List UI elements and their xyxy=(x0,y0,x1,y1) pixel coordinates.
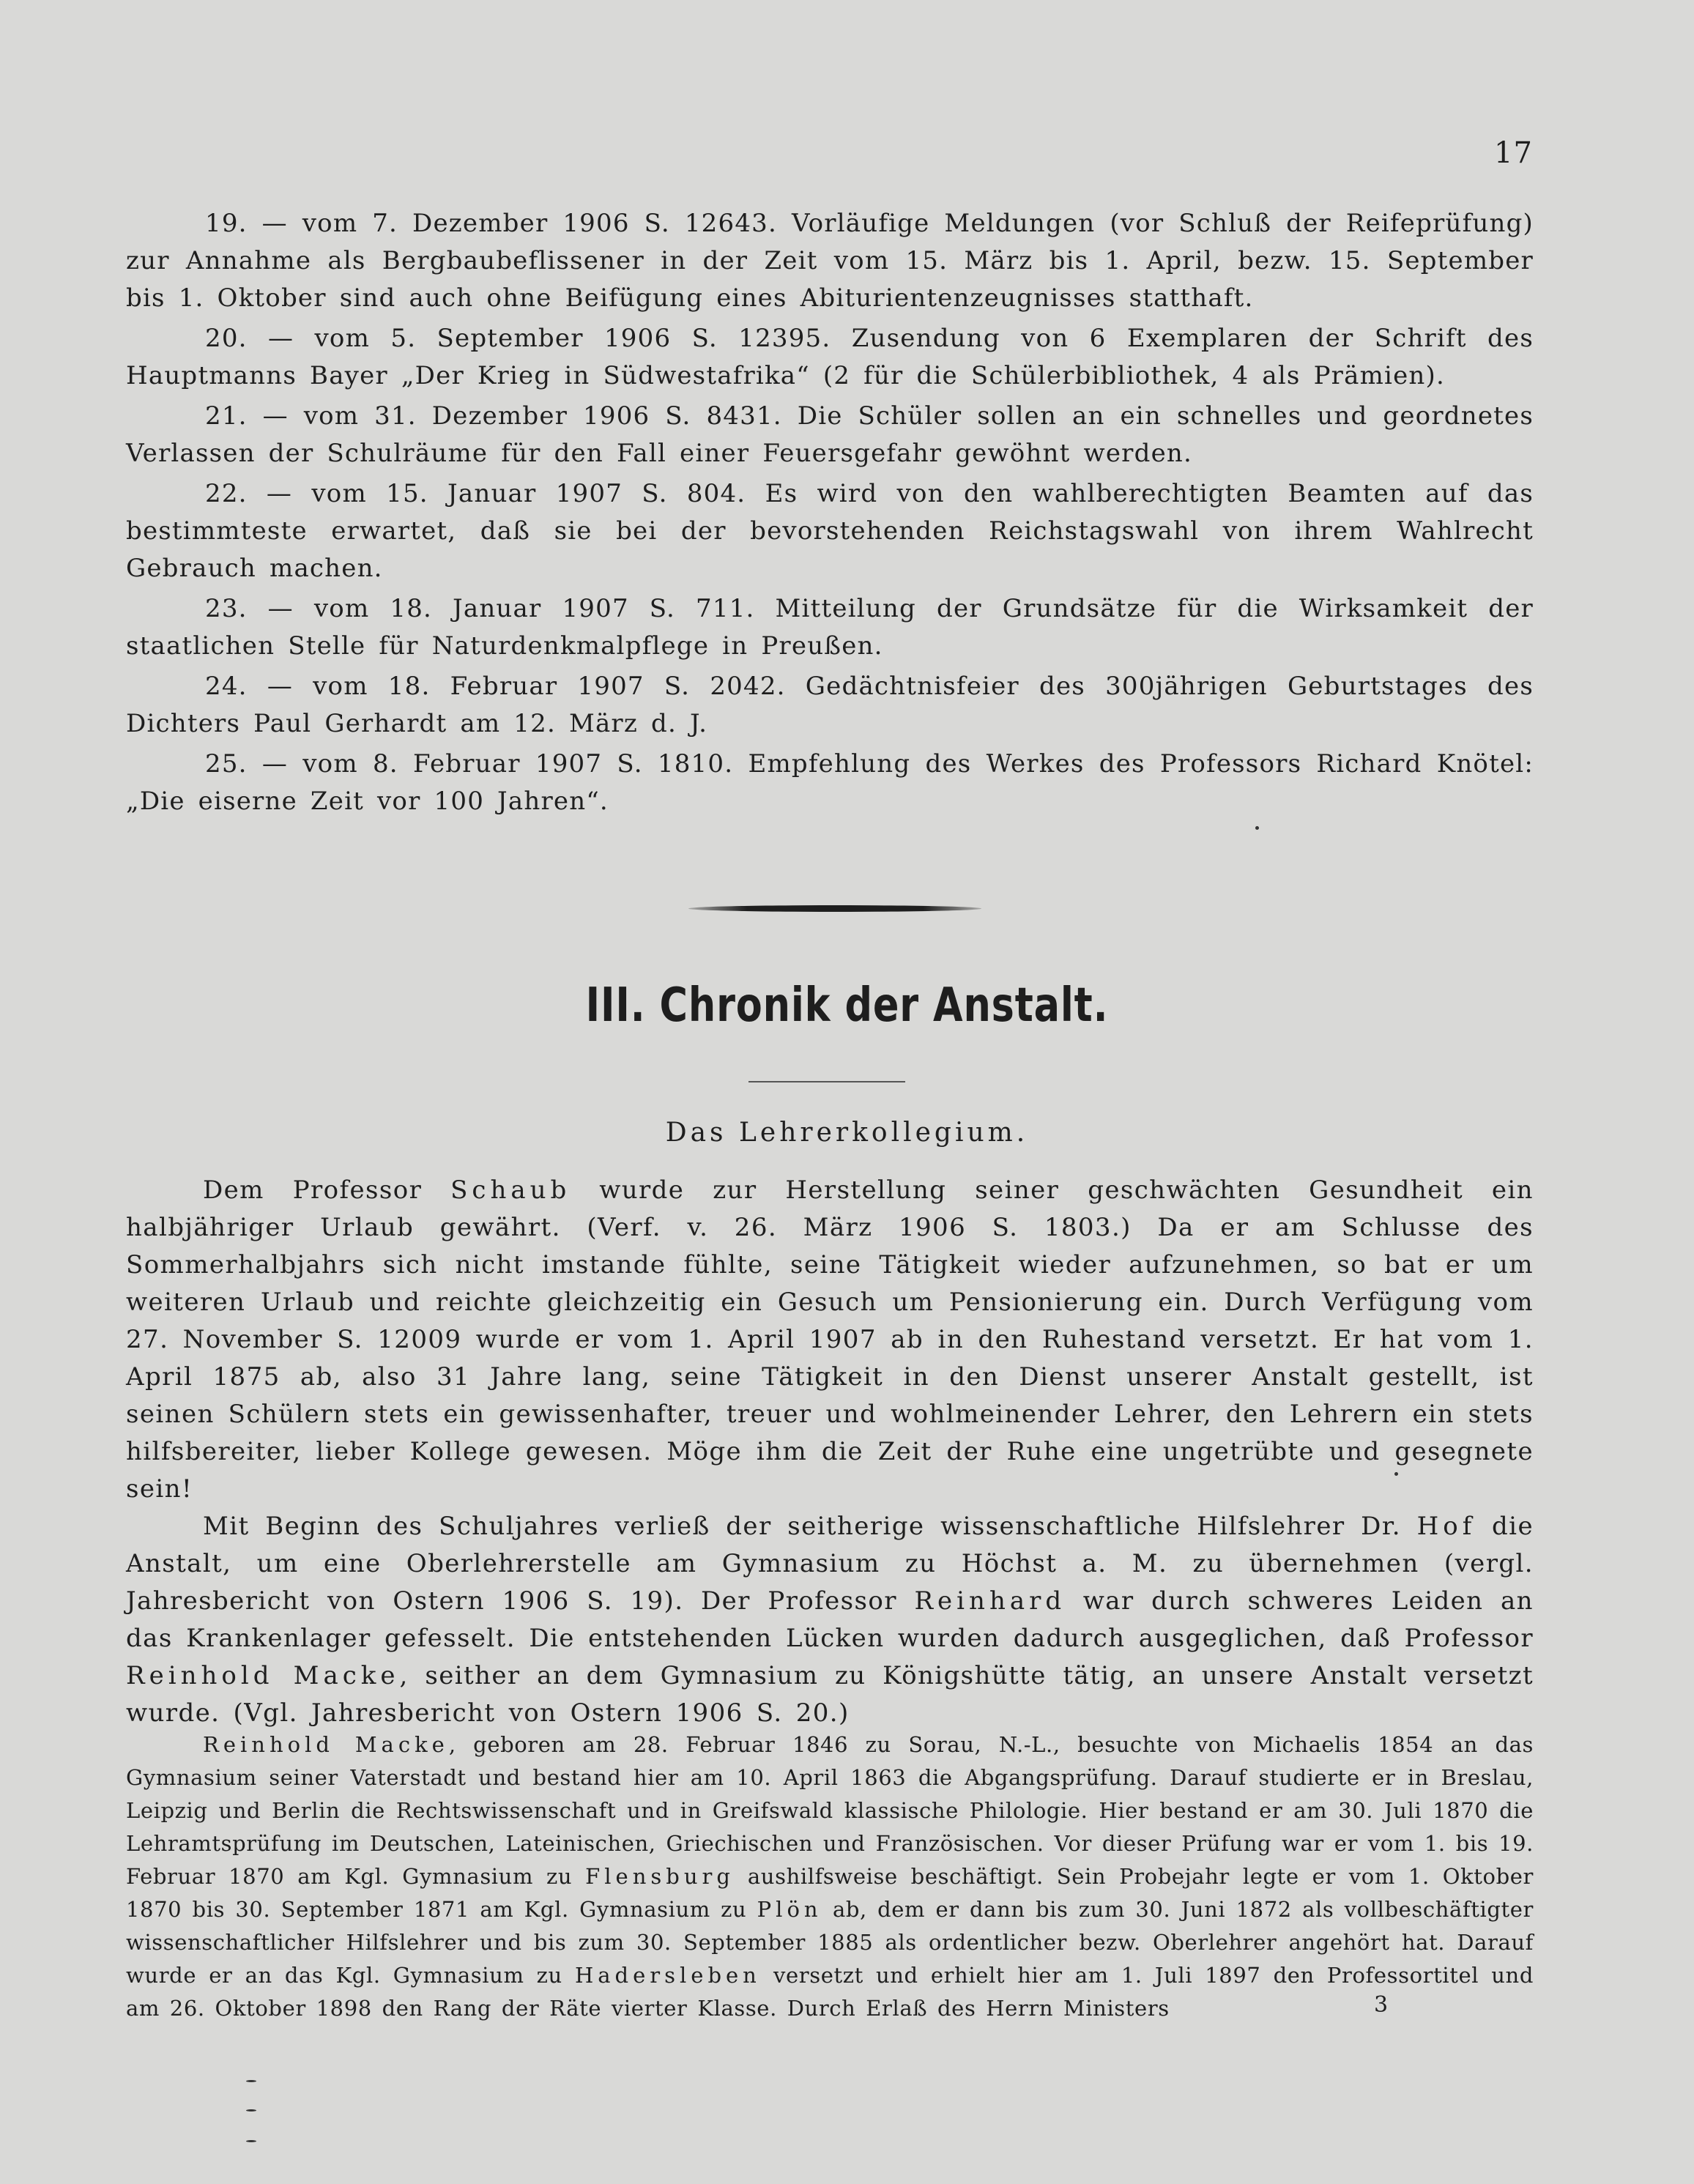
paragraph-text: war durch schweres Leiden an das Krankenlager gefesselt. Die entstehenden Lücken wurden dadurch ausgeglichen, daß Professor xyxy=(126,1586,1534,1653)
decree-date: — vom 15. Januar 1907 S. 804. xyxy=(266,479,746,508)
decree-item xyxy=(126,746,1534,820)
decree-item xyxy=(126,590,1534,665)
body-text xyxy=(126,1172,1534,1732)
decree-item xyxy=(126,205,1534,317)
paragraph-text: Dem Professor xyxy=(203,1175,423,1205)
decree-number: 22. xyxy=(205,479,248,508)
person-name: Reinhold Macke xyxy=(203,1732,449,1757)
decree-number: 21. xyxy=(205,401,248,431)
decree-text: Empfehlung des Werkes des Professors Richard Knötel: „Die eiserne Zeit vor 100 Jahren“. xyxy=(126,749,1534,816)
decree-date: — vom 5. September 1906 S. 12395. xyxy=(268,324,831,353)
decree-number: 20. xyxy=(205,324,248,353)
ink-speck xyxy=(1255,826,1259,830)
decree-number: 24. xyxy=(205,672,248,701)
decree-item xyxy=(126,475,1534,587)
signature-mark: 3 xyxy=(1374,1992,1389,2018)
ink-speck xyxy=(246,2109,256,2111)
section-title: III. Chronik der Anstalt. xyxy=(585,978,1109,1033)
decree-text: Es wird von den wahlberechtigten Beamten auf das bestimmteste erwartet, daß sie bei der bevorstehenden Reichstagswahl von ihrem Wahlrecht Gebrauch machen. xyxy=(126,479,1534,583)
ink-speck xyxy=(246,2080,256,2082)
decree-text: Gedächtnisfeier des 300jährigen Geburtstages des Dichters Paul Gerhardt am 12. März d. J. xyxy=(126,672,1534,738)
paragraph-text: , seither an dem Gymnasium zu Königshütte tätig, an unsere Anstalt versetzt wurde. (Vgl. Jahresbericht von Ostern 1906 S. 20.) xyxy=(126,1661,1534,1728)
subsection-title: Das Lehrerkollegium. xyxy=(665,1118,1029,1148)
paragraph-text: Mit Beginn des Schuljahres verließ der seitherige wissenschaftliche Hilfslehrer Dr. xyxy=(203,1512,1401,1541)
paragraph-text: ab, dem er dann bis zum 30. Juni 1872 als vollbeschäftigter wissenschaftlicher Hilfslehrer und bis zum 30. September 1885 als ordentlicher bezw. Oberlehrer angehört hat. Darauf wurde er an das Kgl. Gymnasium zu xyxy=(126,1897,1534,1988)
decree-date: — vom 31. Dezember 1906 S. 8431. xyxy=(262,401,782,431)
paragraph-text: versetzt und erhielt hier am 1. Juli 1897 den Professortitel und am 26. Oktober 1898 den Rang der Räte vierter Klasse. Durch Erlaß des Herrn Ministers xyxy=(126,1963,1534,2021)
section-divider xyxy=(688,905,981,912)
decree-item xyxy=(126,320,1534,395)
person-name: Hof xyxy=(1416,1512,1476,1541)
paragraph-text: aushilfsweise beschäftigt. Sein Probejahr legte er vom 1. Oktober 1870 bis 30. September 1871 am Kgl. Gymnasium zu xyxy=(126,1864,1534,1922)
paragraph-text: , geboren am 28. Februar 1846 zu Sorau, N.-L., besuchte von Michaelis 1854 an das Gymnasium seiner Vaterstadt und bestand hier am 10. April 1863 die Abgangsprüfung. Darauf studierte er in Breslau, Leipzig und Berlin die Rechtswissenschaft und in Greifswald klassische Philologie. Hier bestand er am 30. Juli 1870 die Lehramtsprüfung im Deutschen, Lateinischen, Griechischen und Französischen. Vor dieser Prüfung war er vom 1. bis 19. Februar 1870 am Kgl. Gymnasium zu xyxy=(126,1732,1534,1889)
decree-list xyxy=(126,205,1534,823)
decree-number: 25. xyxy=(205,749,248,779)
decree-date: — vom 18. Februar 1907 S. 2042. xyxy=(267,672,786,701)
decree-text: Mitteilung der Grundsätze für die Wirksamkeit der staatlichen Stelle für Naturdenkmalpflege in Preußen. xyxy=(126,594,1534,661)
paragraph xyxy=(126,1172,1534,1508)
person-name: Reinhard xyxy=(914,1586,1066,1616)
biography-text xyxy=(126,1728,1534,2025)
paragraph xyxy=(126,1508,1534,1732)
ink-speck xyxy=(1394,1472,1398,1476)
title-underline xyxy=(748,1081,905,1082)
page-number: 17 xyxy=(1494,136,1533,170)
decree-text: Die Schüler sollen an ein schnelles und geordnetes Verlassen der Schulräume für den Fall einer Feuersgefahr gewöhnt werden. xyxy=(126,401,1534,468)
decree-number: 19. xyxy=(205,209,248,238)
decree-date: — vom 7. Dezember 1906 S. 12643. xyxy=(261,209,777,238)
ink-speck xyxy=(246,2140,256,2142)
decree-date: — vom 8. Februar 1907 S. 1810. xyxy=(261,749,734,779)
place-name: Flensburg xyxy=(585,1864,735,1889)
place-name: Hadersleben xyxy=(574,1963,761,1988)
place-name: Plön xyxy=(757,1897,822,1922)
biography-note xyxy=(126,1728,1534,2025)
person-name: Schaub xyxy=(450,1175,571,1205)
decree-item xyxy=(126,398,1534,472)
decree-text: Zusendung von 6 Exemplaren der Schrift des Hauptmanns Bayer „Der Krieg in Südwestafrika“ (2 für die Schülerbibliothek, 4 als Prämien). xyxy=(126,324,1534,390)
paragraph-text: die Anstalt, um eine Oberlehrerstelle am Gymnasium zu Höchst a. M. zu übernehmen (vergl. Jahresbericht von Ostern 1906 S. 19). Der Professor xyxy=(126,1512,1534,1616)
paragraph-text: wurde zur Herstellung seiner geschwächten Gesundheit ein halbjähriger Urlaub gewährt. (Verf. v. 26. März 1906 S. 1803.) Da er am Schlusse des Sommerhalbjahrs sich nicht imstande fühlte, seine Tätigkeit wieder aufzunehmen, so bat er um weiteren Urlaub und reichte gleichzeitig ein Gesuch um Pensionierung ein. Durch Verfügung vom 27. November S. 12009 wurde er vom 1. April 1907 ab in den Ruhestand versetzt. Er hat vom 1. April 1875 ab, also 31 Jahre lang, seine Tätigkeit in den Dienst unserer Anstalt gestellt, ist seinen Schülern stets ein gewissenhafter, treuer und wohlmeinender Lehrer, den Lehrern ein stets hilfsbereiter, lieber Kollege gewesen. Möge ihm die Zeit der Ruhe eine ungetrübte und gesegnete sein! xyxy=(126,1175,1534,1504)
decree-number: 23. xyxy=(205,594,248,623)
decree-item xyxy=(126,668,1534,743)
decree-date: — vom 18. Januar 1907 S. 711. xyxy=(267,594,755,623)
decree-text: Vorläufige Meldungen (vor Schluß der Reifeprüfung) zur Annahme als Bergbaubeflissener in der Zeit vom 15. März bis 1. April, bezw. 15. September bis 1. Oktober sind auch ohne Beifügung eines Abiturientenzeugnisses statthaft. xyxy=(126,209,1534,313)
person-name: Reinhold Macke xyxy=(126,1661,400,1690)
